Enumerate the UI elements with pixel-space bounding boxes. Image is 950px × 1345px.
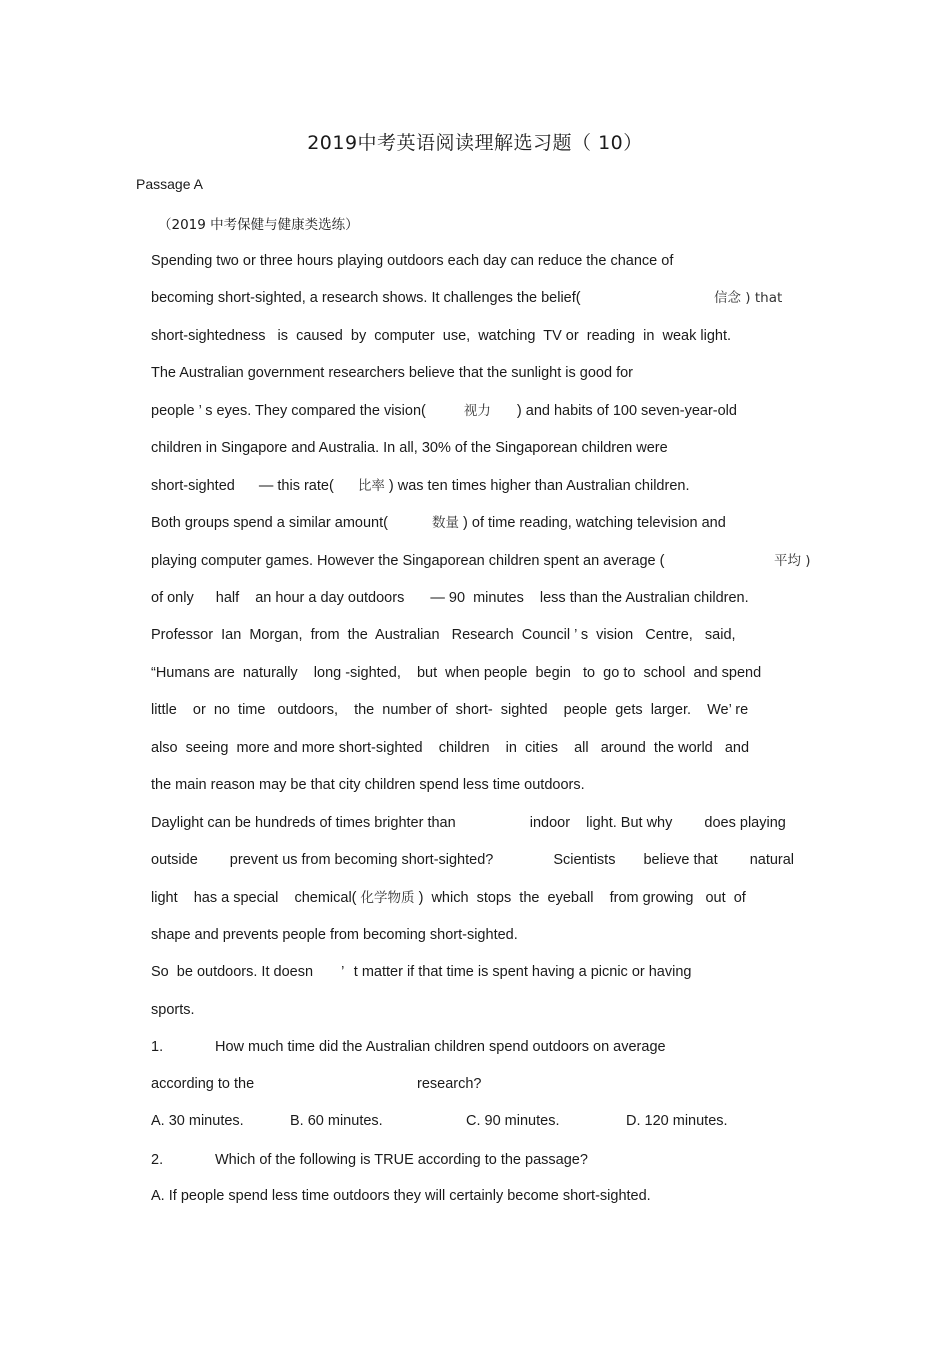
option-a: A. If people spend less time outdoors they will certainly become short-sighted. <box>151 1188 651 1204</box>
passage-line: The Australian government researchers believe that the sunlight is good for <box>151 365 633 381</box>
passage-text: playing computer games. However the Singaporean children spent an average ( <box>151 553 665 569</box>
passage-line: Spending two or three hours playing outdoors each day can reduce the chance of <box>151 253 674 269</box>
passage-text: light has a special chemical( <box>151 890 357 906</box>
passage-line: also seeing more and more short-sighted children in cities all around the world and <box>151 740 750 756</box>
option-d: D. 120 minutes. <box>626 1113 728 1129</box>
passage-line <box>151 851 794 869</box>
page-title: 2019中考英语阅读理解选习题（ 10） <box>307 132 643 154</box>
passage-text: people ’ s eyes. They compared the vision( <box>151 403 426 419</box>
question-text: according to the <box>151 1076 255 1092</box>
passage-text: ) and habits of 100 seven-year-old <box>516 403 737 419</box>
question-number: 2. <box>151 1152 164 1168</box>
passage-text: believe that <box>643 852 718 868</box>
passage-gloss: 比率 <box>357 478 385 494</box>
passage-text: of only <box>151 590 194 606</box>
passage-text: Both groups spend a similar amount( <box>151 515 388 531</box>
passage-label: Passage A <box>136 176 203 192</box>
passage-text: ) which stops the eyeball from growing out of <box>418 890 746 906</box>
passage-line <box>151 963 691 981</box>
passage-text: an hour a day outdoors <box>255 590 405 606</box>
option-b: B. 60 minutes. <box>290 1113 383 1129</box>
passage-line <box>151 514 726 532</box>
passage-line: “Humans are naturally long -sighted, but when people begin to go to school and spend <box>151 665 762 681</box>
passage-text: ) was ten times higher than Australian children. <box>388 478 690 494</box>
passage-line <box>151 477 690 495</box>
passage-line <box>151 814 786 832</box>
passage-line <box>151 889 746 907</box>
passage-text: indoor light. But why <box>529 815 673 831</box>
passage-text: 信念 ) that <box>714 290 783 306</box>
question-2 <box>151 1151 588 1169</box>
passage-line: children in Singapore and Australia. In all, 30% of the Singaporean children were <box>151 440 668 456</box>
passage-subtitle: （2019 中考保健与健康类选练） <box>158 217 359 233</box>
passage-line <box>151 589 749 607</box>
passage-text: ’ <box>341 964 344 980</box>
passage-text: less than the Australian children. <box>539 590 749 606</box>
passage-text: Daylight can be hundreds of times brighter than <box>151 815 456 831</box>
passage-line <box>151 289 581 307</box>
passage-line: short-sightedness is caused by computer use, watching TV or reading in weak light. <box>151 328 732 344</box>
question-text: How much time did the Australian children spend outdoors on average <box>215 1039 666 1055</box>
passage-text: becoming short-sighted, a research shows. It challenges the belief( <box>151 290 581 306</box>
option-c: C. 90 minutes. <box>466 1113 560 1129</box>
passage-text: outside <box>151 852 198 868</box>
question-1-cont <box>151 1075 482 1093</box>
passage-line-gloss <box>714 289 782 307</box>
passage-gloss: 化学物质 <box>360 890 415 906</box>
passage-text: — this rate( <box>258 478 334 494</box>
question-1 <box>151 1038 666 1056</box>
option-a: A. 30 minutes. <box>151 1113 244 1129</box>
passage-text: ) of time reading, watching television and <box>463 515 726 531</box>
passage-line-gloss <box>774 552 811 570</box>
passage-text: natural <box>749 852 795 868</box>
passage-line: shape and prevents people from becoming short-sighted. <box>151 927 518 943</box>
passage-text: short-sighted <box>151 478 235 494</box>
passage-line: the main reason may be that city children spend less time outdoors. <box>151 777 585 793</box>
passage-text: — 90 minutes <box>430 590 524 606</box>
passage-line: Professor Ian Morgan, from the Australian Research Council ’ s vision Centre, said, <box>151 627 736 643</box>
passage-gloss: 数量 <box>432 515 459 531</box>
question-text: research? <box>417 1076 482 1092</box>
question-text: Which of the following is TRUE according to the passage? <box>215 1152 588 1168</box>
passage-text: t matter if that time is spent having a picnic or having <box>353 964 692 980</box>
passage-text: does playing <box>704 815 786 831</box>
passage-gloss: 视力 <box>463 403 491 419</box>
passage-line <box>151 402 737 420</box>
passage-text: 平均 ) <box>774 553 811 569</box>
question-number: 1. <box>151 1039 164 1055</box>
passage-text: half <box>215 590 240 606</box>
passage-line: little or no time outdoors, the number of short- sighted people gets larger. We’ re <box>151 702 749 718</box>
passage-text: Scientists <box>553 852 616 868</box>
passage-text: So be outdoors. It doesn <box>151 964 314 980</box>
passage-line <box>151 552 664 570</box>
passage-line: sports. <box>151 1002 195 1018</box>
passage-text: prevent us from becoming short-sighted? <box>229 852 494 868</box>
